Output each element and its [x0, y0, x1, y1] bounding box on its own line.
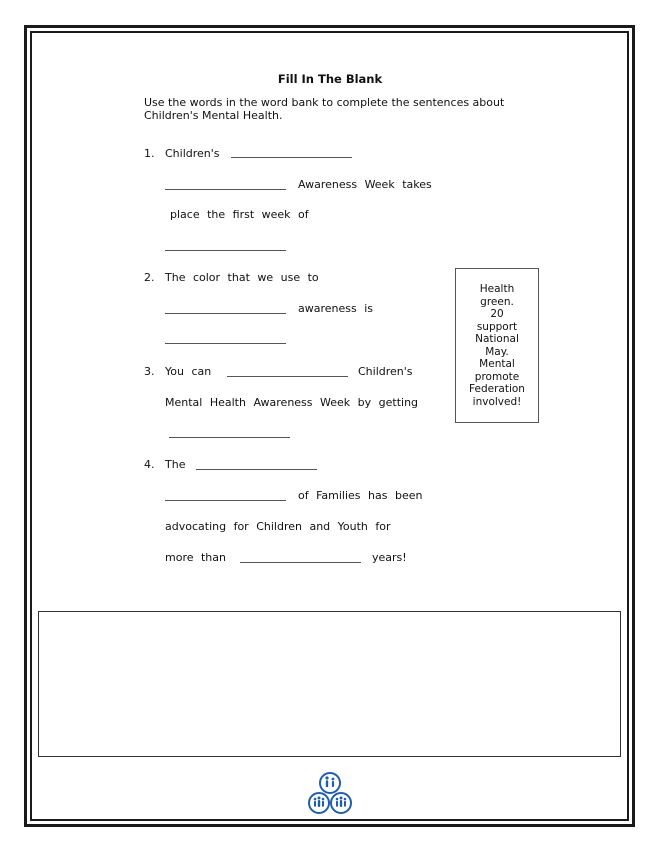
- word-bank-item: promote: [474, 370, 520, 383]
- question-3-text-1: You can: [165, 365, 212, 378]
- answer-blank[interactable]: [165, 343, 286, 344]
- family-federation-logo-icon: [306, 771, 354, 817]
- word-bank-item: Health: [479, 283, 515, 295]
- word-bank-item: 20: [490, 308, 504, 320]
- question-1-text-3: place the first week of: [170, 208, 309, 221]
- word-bank-item: May.: [485, 345, 509, 358]
- question-4-text-5: years!: [372, 551, 407, 564]
- instructions-line-1: Use the words in the word bank to complete the sentences about: [144, 96, 505, 109]
- question-3-number: 3.: [144, 365, 155, 378]
- question-2-text-2: awareness is: [298, 302, 374, 315]
- answer-blank[interactable]: [165, 500, 286, 501]
- answer-blank[interactable]: [165, 189, 286, 190]
- question-3-text-3: Mental Health Awareness Week by getting: [165, 396, 419, 409]
- instructions-line-2: Children's Mental Health.: [144, 109, 283, 122]
- word-bank-item: involved!: [472, 395, 522, 408]
- answer-blank[interactable]: [196, 469, 317, 470]
- word-bank-item: support: [476, 320, 518, 333]
- answer-blank[interactable]: [165, 313, 286, 314]
- answer-blank[interactable]: [227, 376, 348, 377]
- question-2-number: 2.: [144, 271, 155, 284]
- question-3-text-2: Children's: [358, 365, 413, 378]
- question-4-text-3: advocating for Children and Youth for: [165, 520, 391, 533]
- question-4-number: 4.: [144, 458, 155, 471]
- worksheet-instructions: [144, 96, 524, 122]
- drawing-box[interactable]: [38, 611, 621, 757]
- answer-blank[interactable]: [231, 157, 352, 158]
- word-bank: [455, 268, 539, 423]
- answer-blank[interactable]: [165, 250, 286, 251]
- word-bank-item: Mental: [479, 358, 515, 370]
- question-4-text-1: The: [165, 458, 186, 471]
- word-bank-item: National: [475, 333, 519, 345]
- word-bank-item: Federation: [469, 383, 525, 395]
- word-bank-item: green.: [480, 295, 514, 308]
- answer-blank[interactable]: [169, 437, 290, 438]
- question-1-text-1: Children's: [165, 147, 220, 160]
- answer-blank[interactable]: [240, 562, 361, 563]
- worksheet-title: Fill In The Blank: [277, 72, 383, 86]
- question-4-text-4: more than: [165, 551, 226, 564]
- question-1-text-2: Awareness Week takes: [298, 178, 432, 191]
- question-4-text-2: of Families has been: [298, 489, 423, 502]
- question-1-number: 1.: [144, 147, 155, 160]
- question-2-text-1: The color that we use to: [165, 271, 319, 284]
